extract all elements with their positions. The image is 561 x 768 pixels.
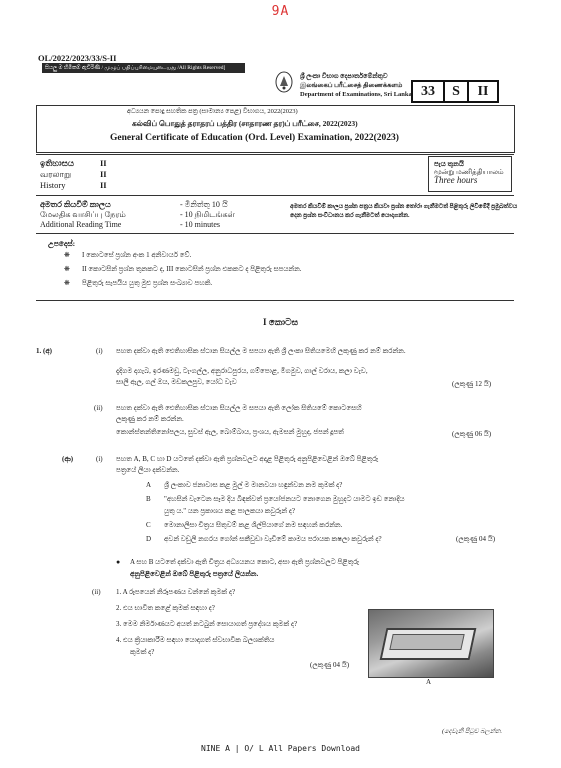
marks-label: (ලකුණු 04 යි): [456, 535, 496, 543]
divider: [36, 300, 514, 301]
asterisk-icon: ❋: [64, 279, 70, 287]
question-text: පහත දක්වා ඇති ඓතිහාසික ස්ථාන සියල්ල ම සපයා ඇති ලෝක සිතියමේ කොටසෙහි: [116, 404, 362, 412]
divider: [36, 154, 514, 155]
department-tamil: இலங்கைப் பரீட்சைத் திணைக்களம்: [300, 82, 403, 89]
paper-code: OL/2022/2023/33/S-II: [38, 53, 117, 63]
exam-title-sinhala: අධ්‍යයන පොදු සහතික පත්‍ර (සාමාන්‍ය පෙළ) විභාගය, 2022(2023): [127, 108, 298, 115]
department-sinhala: ශ්‍රී ලංකා විභාග දෙපාර්තමේන්තුව: [300, 73, 388, 80]
bullet-text: අනුපිළිවෙළින් ඔබේ පිළිතුරු පත්‍රයේ ලියන්න.: [130, 570, 259, 578]
instruction-item: ❋ I කොටසේ ප්‍රශ්න අංක 1 අනිවාර්ය වේ.: [64, 251, 192, 259]
subject-name: ඉතිහාසය: [40, 158, 74, 168]
footer-text: NINE A | O/ L All Papers Download: [201, 744, 360, 753]
marks-label: (ලකුණු 06 යි): [452, 430, 492, 438]
marks-label: (ලකුණු 12 යි): [452, 380, 492, 388]
place-list: කොන්ස්තන්තිනෝපලය, සුවස් ඇල, බොම්බාය, ප්‍රංශය, ඇමසන් මුහුද, ජපන් දූපත්: [116, 428, 344, 436]
exam-title-tamil: கல்விப் பொதுத் தராதரப் பத்திர (சாதாரண தர)ப் பரீட்சை, 2022(2023): [132, 119, 358, 128]
question-text: පහත දක්වා ඇති ඓතිහාසික ස්ථාන සියල්ල ම සපයා ඇති ශ්‍රී ලංකා සිතියමෙහි ලකුණු කර නම් කරන්න.: [116, 347, 406, 355]
question-text: ලකුණු කර නම් කරන්න.: [116, 415, 184, 423]
exam-title-english: General Certificate of Education (Ord. Level) Examination, 2022(2023): [110, 133, 399, 143]
department-header: [300, 72, 412, 99]
item-text: අවන් වඩුලි නගරය ගෝන් සකීවුඩා වැඩිමේ කාමය පරායක කෂලා කවුරුන් ද?: [164, 535, 382, 543]
place-list: දැදිගම දාගැබ, ඉරණමඩු, ටැංගල්ල, අනුරාධපුරය, ගම්පොළ, මීගමුව, ගාල් වරාය, කලා වැව,: [116, 367, 368, 375]
subject-part: II: [100, 158, 107, 168]
subject-part: II: [100, 169, 107, 179]
reading-time-label: අමතර කියවීම් කාලය: [40, 200, 111, 209]
sub-question: 4. එය ක්‍රියාකාරීම සඳහා යොදාගත් ස්වභාවික බලශක්තිය: [116, 636, 275, 644]
photo-label: A: [426, 678, 432, 686]
bullet-text: A සහ B යටතේ දක්වා ඇති චිත්‍රය අධ්‍යයනය කොට, අසා ඇති ප්‍රශ්නවලට පිළිතුරු: [130, 558, 360, 566]
department-english: Department of Examinations, Sri Lanka: [300, 91, 412, 98]
item-letter: B: [146, 495, 151, 503]
page-turn-note: (දෙවැනි පිටුව බලන්න.: [442, 728, 503, 735]
question-text: පත්‍රයේ ලියා දක්වන්න.: [116, 466, 180, 474]
duration-tamil: மூன்று மணித்தியாலம்: [434, 168, 504, 176]
reading-time-block: [40, 200, 235, 230]
instructions-heading: උපදෙස්:: [48, 239, 76, 248]
code-box-part: II: [467, 80, 499, 103]
duration-sinhala: පැය තුනයි: [434, 160, 464, 168]
bullet-icon: ●: [116, 558, 121, 566]
trough-basin: [389, 634, 464, 650]
divider: [36, 233, 514, 234]
sub-label: (i): [96, 455, 103, 463]
reading-time-label: Additional Reading Time: [40, 220, 122, 229]
sub-label: (i): [96, 347, 103, 355]
trough-photo: [368, 609, 494, 678]
item-text: මොනාලිසා චිත්‍රය සිතුවම් කළ ශිල්පියාගේ නම සඳහන් කරන්න.: [164, 521, 343, 529]
sub-question: 3. මෙම නිර්මාණයට අයත් නටබුන් සොයාගත් ප්‍රදේශය කුමක් ද?: [116, 620, 298, 628]
question-text: පහත A, B, C හා D යටතේ දක්වා ඇති ප්‍රශ්නවලට අදාළ පිළිතුරු අනුපිළිවෙළින් ඔබේ පිළිතුරු: [116, 455, 379, 463]
sub-question: 2. එය භාවිත කළේ කුමක් සඳහා ද?: [116, 604, 215, 612]
item-letter: D: [146, 535, 152, 543]
code-box-number: 33: [411, 80, 445, 103]
instruction-item: ❋ පිළිතුරු සැපයිය යුතු මුළු ප්‍රශ්න සංඛ්‍යාව පහකි.: [64, 279, 213, 287]
question-number: 1. (අ): [36, 347, 52, 355]
reading-time-value: - මිනිත්තු 10 යි: [180, 200, 228, 209]
item-text: යුතු ය." යන ප්‍රකාශය කළ පාලකයා කවුරුන් ද?: [164, 507, 295, 515]
subject-name: History: [40, 180, 66, 190]
exam-title-box: [36, 105, 515, 153]
code-box-letter: S: [443, 80, 469, 103]
asterisk-icon: ❋: [64, 251, 70, 259]
instruction-item: ❋ II කොටසින් ප්‍රශ්න තුනකට ද, III කොටසින් ප්‍රශ්න එකකට ද පිළිතුරු සපයන්න.: [64, 265, 302, 273]
subject-part: II: [100, 180, 107, 190]
item-text: ශ්‍රී ලංකාව ජනාවාස කළ මුල් ම මානවයා හඳුන්වන නම කුමක් ද?: [164, 481, 343, 489]
question-number: (ආ): [62, 455, 74, 463]
subject-name: வரலாறு: [40, 169, 72, 179]
marks-label: (ලකුණු 04 යි): [310, 661, 350, 669]
item-letter: C: [146, 521, 151, 529]
item-text: "අහසින් වැටෙන සෑම දිය බිඳක්වත් ප්‍රයෝජනයට නොගෙන මුහුදට යාමට ඉඩ නොදිය: [164, 495, 405, 503]
item-letter: A: [146, 481, 152, 489]
reading-time-value: - 10 minutes: [180, 220, 220, 229]
reading-time-label: மேலதிக வாசிப்பு நேரம்: [40, 210, 126, 219]
place-list: සාලි ඇල, ගල් ඔය, මඩකලපුව, යෝධ වැව: [116, 378, 237, 386]
reading-note: අමතර කියවීම් කාලය ප්‍රශ්න පත්‍රය කියවා ප්‍රශ්න තෝරා ගැනීමටත් පිළිතුරු ලිවීමේදී ප්‍රමුඛත්වය දෙන ප්‍රශ්න සංවිධානය කර ගැනීමටත් යොදාගන්න.: [290, 204, 518, 219]
sub-question: 1. A රූපයෙන් නිරූපණය වන්නේ කුමක් ද?: [116, 588, 236, 596]
subject-code-box: [411, 80, 497, 103]
divider: [36, 195, 514, 196]
reading-time-value: - 10 நிமிடங்கள்: [180, 210, 235, 219]
duration-english: Three hours: [434, 175, 478, 185]
emblem-icon: [275, 71, 293, 93]
sub-label: (ii): [92, 588, 101, 596]
part-title: I කොටස: [262, 317, 299, 327]
subject-block: [40, 158, 140, 191]
sub-label: (ii): [94, 404, 103, 412]
rights-notice: සියලු ම හිමිකම් ඇවිරිණි / முழுப் பதிப்புரிமையுடையது /All Rights Reserved]: [42, 63, 245, 73]
top-tag: 9A: [271, 4, 290, 19]
sub-question: කුමක් ද?: [130, 648, 155, 656]
duration-box: [428, 156, 512, 192]
asterisk-icon: ❋: [64, 265, 70, 273]
